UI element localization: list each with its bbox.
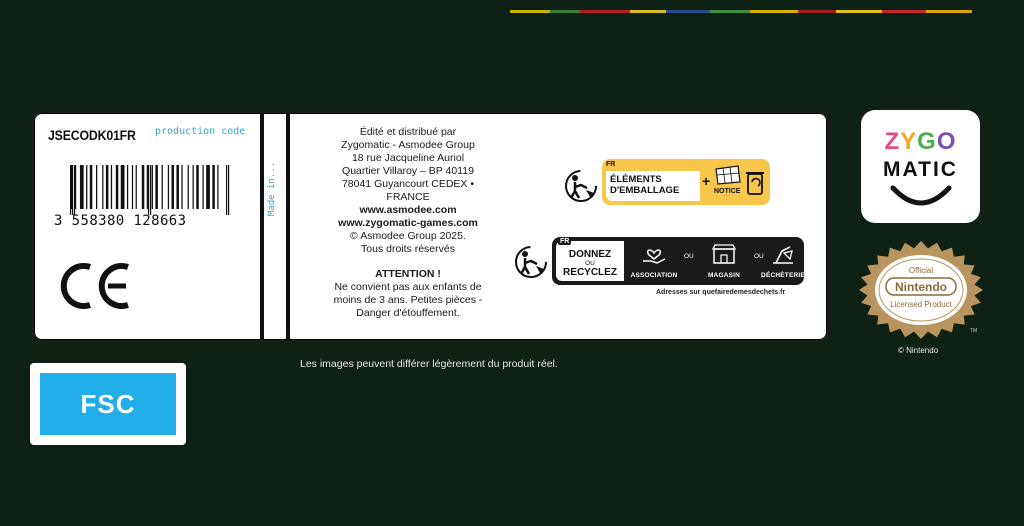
label-divider-right <box>286 113 290 340</box>
publisher-address <box>320 126 496 320</box>
product-label <box>32 111 829 342</box>
zygomatic-logo-top: ZYGO <box>884 128 957 155</box>
seal-licensed: Licensed Product <box>890 300 952 309</box>
notice-label: NOTICE <box>714 188 741 195</box>
notice-sheet-icon <box>714 165 742 185</box>
address-line: Quartier Villaroy – BP 40119 <box>342 165 474 177</box>
packaging-sorting-info <box>602 159 770 205</box>
plus-sign: + <box>702 173 711 189</box>
copyright: © Asmodee Group 2025. <box>350 230 466 242</box>
nintendo-seal-icon <box>858 240 984 340</box>
heart-hand-icon <box>641 243 667 265</box>
attention-title: ATTENTION ! <box>375 268 441 280</box>
fsc-label: FSC <box>40 373 176 435</box>
smile-icon <box>889 184 953 210</box>
address-line: 18 rue Jacqueline Auriol <box>351 152 465 164</box>
barcode <box>70 165 232 215</box>
address-line: Édité et distribué par <box>359 126 457 138</box>
donate-recycle-info <box>552 237 804 285</box>
country-code: FR <box>606 161 616 168</box>
barcode-digits: 3 558380 128663 <box>54 213 187 229</box>
triman-icon <box>564 169 598 203</box>
attention-line: Ne convient pas aux enfants de <box>334 281 482 293</box>
or-separator: OU <box>684 253 694 260</box>
packaging-elements-label: ÉLÉMENTS D'EMBALLAGE <box>610 174 680 196</box>
ce-mark-icon <box>52 261 138 311</box>
attention-line: moins de 3 ans. Petites pièces - <box>333 294 483 306</box>
recycle-bin-icon <box>744 167 766 197</box>
nintendo-copyright: © Nintendo <box>898 346 939 355</box>
zygomatic-logo-bottom: MATIC <box>883 158 958 181</box>
sku-code: JSECODK01FR <box>48 127 136 143</box>
website-zygomatic: www.zygomatic-games.com <box>338 217 478 229</box>
attention-line: Danger d'étouffement. <box>356 307 460 319</box>
seal-tm: TM <box>970 328 978 334</box>
top-color-strip <box>510 0 972 3</box>
seal-official: Official <box>908 266 934 275</box>
made-in-placeholder: Made in... <box>267 161 277 217</box>
option-store: MAGASIN <box>696 243 752 279</box>
seal-brand: Nintendo <box>895 280 947 294</box>
website-asmodee: www.asmodee.com <box>359 204 457 216</box>
image-disclaimer: Les images peuvent différer légèrement du produit réel. <box>300 358 558 370</box>
fsc-logo <box>30 363 186 445</box>
option-association: ASSOCIATION <box>626 243 682 279</box>
option-disposal: DÉCHÈTERIE <box>758 243 808 279</box>
rights: Tous droits réservés <box>361 243 455 255</box>
disposal-icon <box>770 243 796 265</box>
address-line: Zygomatic - Asmodee Group <box>341 139 475 151</box>
country-code: FR <box>560 238 570 245</box>
address-line: 78041 Guyancourt CEDEX • FRANCE <box>341 178 475 203</box>
triman-icon <box>514 245 548 279</box>
or-separator: OU <box>754 253 764 260</box>
donate-recycle-label: DONNEZ OU RECYCLEZ <box>563 249 617 278</box>
zygomatic-logo <box>861 110 980 223</box>
label-divider-left <box>260 113 264 340</box>
production-code: production code <box>155 126 246 137</box>
store-icon <box>711 243 737 265</box>
recycling-addresses-note: Adresses sur quefairedemesdechets.fr <box>656 289 786 296</box>
